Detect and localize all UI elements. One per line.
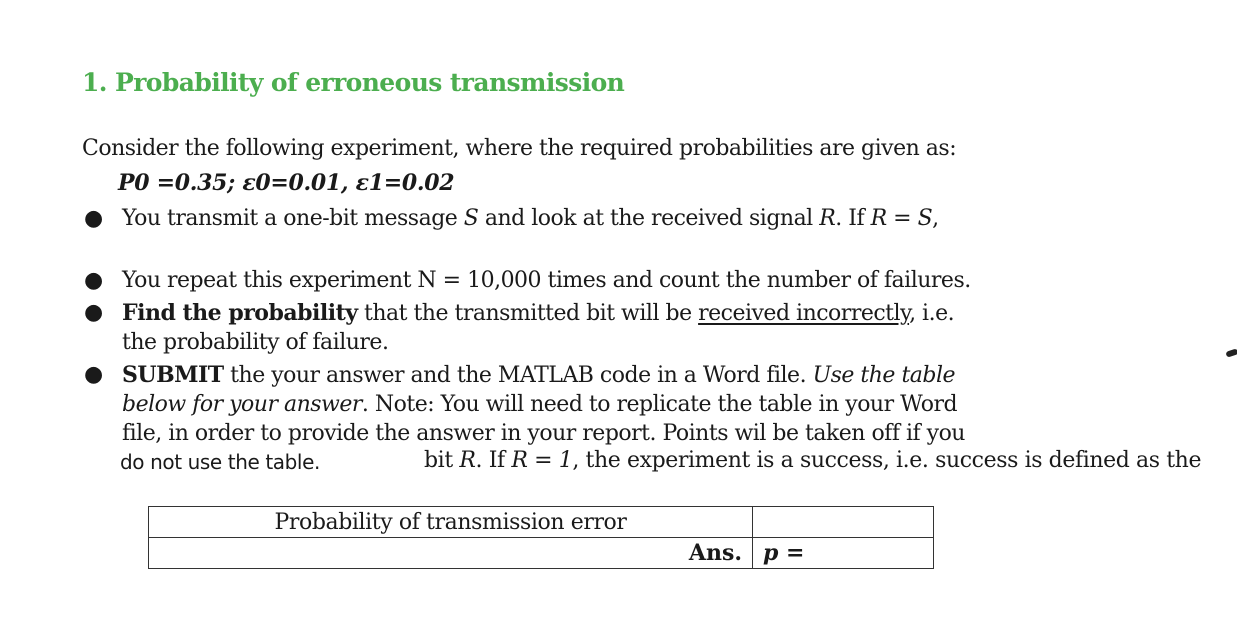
- overlay-text-b: . If: [475, 448, 512, 473]
- bullet-3-bold: Find the probability: [122, 300, 358, 326]
- given-probabilities: [118, 170, 454, 196]
- bullet-1-text-a: You transmit a one-bit message: [122, 206, 464, 231]
- overlay-fragment: [424, 446, 1201, 476]
- section-heading: 1. Probability of erroneous transmission: [82, 68, 625, 97]
- bullet-4-line-1: [122, 360, 955, 391]
- bullet-4-line-2: [122, 390, 957, 420]
- given-eps0: ε0=0.01,: [242, 170, 349, 196]
- bullet-1-text-c: . If: [835, 206, 871, 231]
- overlay-text-c: , the experiment is a success, i.e. success is defined as the: [572, 448, 1202, 473]
- given-p0: P0 =0.35;: [118, 170, 235, 196]
- table-row: [149, 507, 934, 538]
- overlay-equation: R = 1: [511, 448, 573, 473]
- bullet-4-bold: SUBMIT: [122, 362, 224, 388]
- overlay-text-a: bit: [424, 448, 460, 473]
- bullet-4-italic-b: below for your answer: [122, 392, 362, 417]
- answer-label-cell: Ans.: [149, 538, 753, 569]
- given-eps1: ε1=0.02: [355, 170, 455, 196]
- bullet-2-text-a: You repeat this experiment: [122, 268, 418, 293]
- bullet-dot-4: ●: [84, 362, 104, 387]
- bullet-2-equation: N = 10,000: [417, 268, 542, 293]
- bullet-4-line-3: file, in order to provide the answer in your report. Points wil be taken off if you: [122, 421, 965, 446]
- bullet-dot-3: ●: [84, 300, 104, 325]
- table-empty-cell: [753, 507, 934, 538]
- bullet-dot-1: ●: [84, 206, 104, 231]
- bullet-3-underlined: received incorrectly: [698, 301, 910, 326]
- edge-mark: [1225, 348, 1237, 357]
- bullet-1-text-b: and look at the received signal: [478, 206, 820, 231]
- bullet-3-line-2: the probability of failure.: [122, 330, 389, 355]
- bullet-4-italic-a: Use the table: [812, 363, 956, 388]
- answer-table: [148, 506, 934, 569]
- table-row: [149, 538, 934, 569]
- bullet-3-line-1: [122, 298, 954, 329]
- bullet-1-var-s: S: [463, 206, 479, 231]
- bullet-4-line-4: do not use the table.: [120, 450, 320, 474]
- bullet-1-text-d: ,: [932, 206, 939, 231]
- table-title-cell: Probability of transmission error: [149, 507, 753, 538]
- bullet-4-text-b: . Note: You will need to replicate the table in your Word: [361, 392, 958, 417]
- bullet-1-equation: R = S: [870, 206, 933, 231]
- bullet-2-text-b: times and count the number of failures.: [541, 268, 971, 293]
- bullet-2: [122, 266, 971, 296]
- bullet-1-var-r: R: [819, 206, 836, 231]
- bullet-4-text-a: the your answer and the MATLAB code in a Word file.: [223, 363, 813, 388]
- bullet-3-text-b: , i.e.: [909, 301, 955, 326]
- bullet-3-text-a: that the transmitted bit will be: [357, 301, 699, 326]
- intro-paragraph: Consider the following experiment, where the required probabilities are given as:: [82, 136, 957, 161]
- overlay-var-r: R: [459, 448, 476, 473]
- answer-value-cell[interactable]: p =: [753, 538, 934, 569]
- bullet-1: [122, 204, 939, 234]
- bullet-dot-2: ●: [84, 268, 104, 293]
